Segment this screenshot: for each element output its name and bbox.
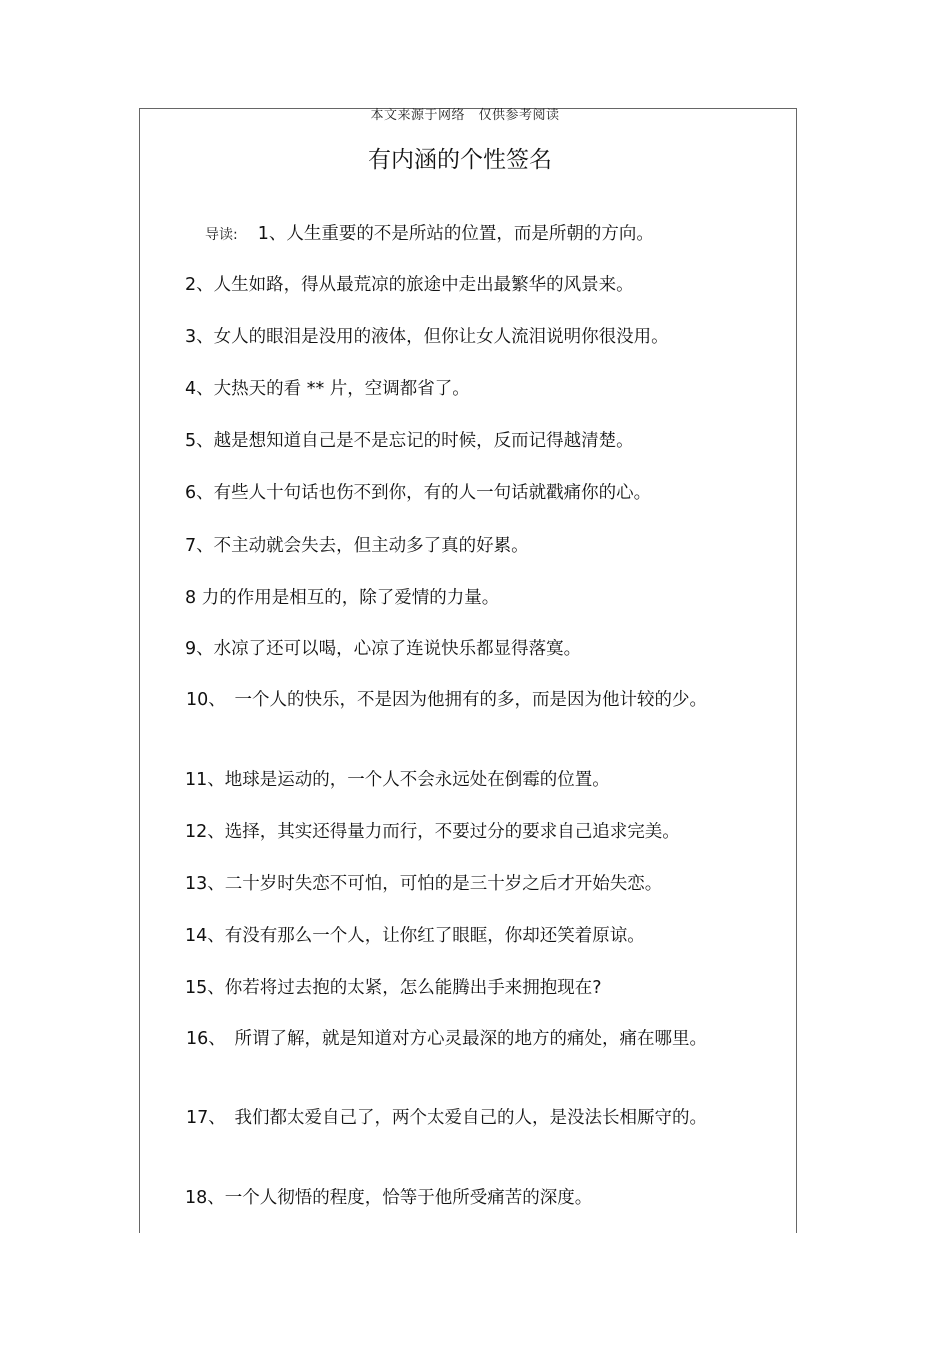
list-item: 3、女人的眼泪是没用的液体，但你让女人流泪说明你很没用。 [185, 327, 669, 347]
list-item: 6、有些人十句话也伤不到你，有的人一句话就戳痛你的心。 [185, 483, 652, 503]
list-item: 18、一个人彻悟的程度，恰等于他所受痛苦的深度。 [185, 1188, 593, 1208]
list-item: 13、二十岁时失恋不可怕，可怕的是三十岁之后才开始失恋。 [185, 874, 663, 894]
list-item: 17、 我们都太爱自己了，两个太爱自己的人，是没法长相厮守的。 [186, 1108, 708, 1128]
intro-line [205, 220, 805, 250]
list-item: 4、大热天的看 ** 片，空调都省了。 [185, 379, 470, 399]
list-item: 5、越是想知道自己是不是忘记的时候，反而记得越清楚。 [185, 431, 634, 451]
page-title: 有内涵的个性签名 [368, 147, 552, 173]
list-item: 8 力的作用是相互的，除了爱情的力量。 [185, 588, 500, 608]
list-item: 2、人生如路，得从最荒凉的旅途中走出最繁华的风景来。 [185, 275, 634, 295]
source-note: 本文来源于网络 仅供参考阅读 [370, 108, 560, 123]
list-item: 12、选择，其实还得量力而行，不要过分的要求自己追求完美。 [185, 822, 680, 842]
list-item: 7、不主动就会失去，但主动多了真的好累。 [185, 536, 529, 556]
intro-label: 导读: [205, 227, 238, 243]
list-item: 15、你若将过去抱的太紧，怎么能腾出手来拥抱现在? [185, 978, 602, 998]
list-item: 16、 所谓了解，就是知道对方心灵最深的地方的痛处，痛在哪里。 [186, 1029, 708, 1049]
list-item: 11、地球是运动的，一个人不会永远处在倒霉的位置。 [185, 770, 610, 790]
list-item: 9、水凉了还可以喝，心凉了连说快乐都显得落寞。 [185, 639, 582, 659]
intro-text: 1、人生重要的不是所站的位置，而是所朝的方向。 [257, 224, 654, 244]
list-item: 14、有没有那么一个人，让你红了眼眶，你却还笑着原谅。 [185, 926, 645, 946]
list-item: 10、 一个人的快乐，不是因为他拥有的多，而是因为他计较的少。 [186, 690, 708, 710]
